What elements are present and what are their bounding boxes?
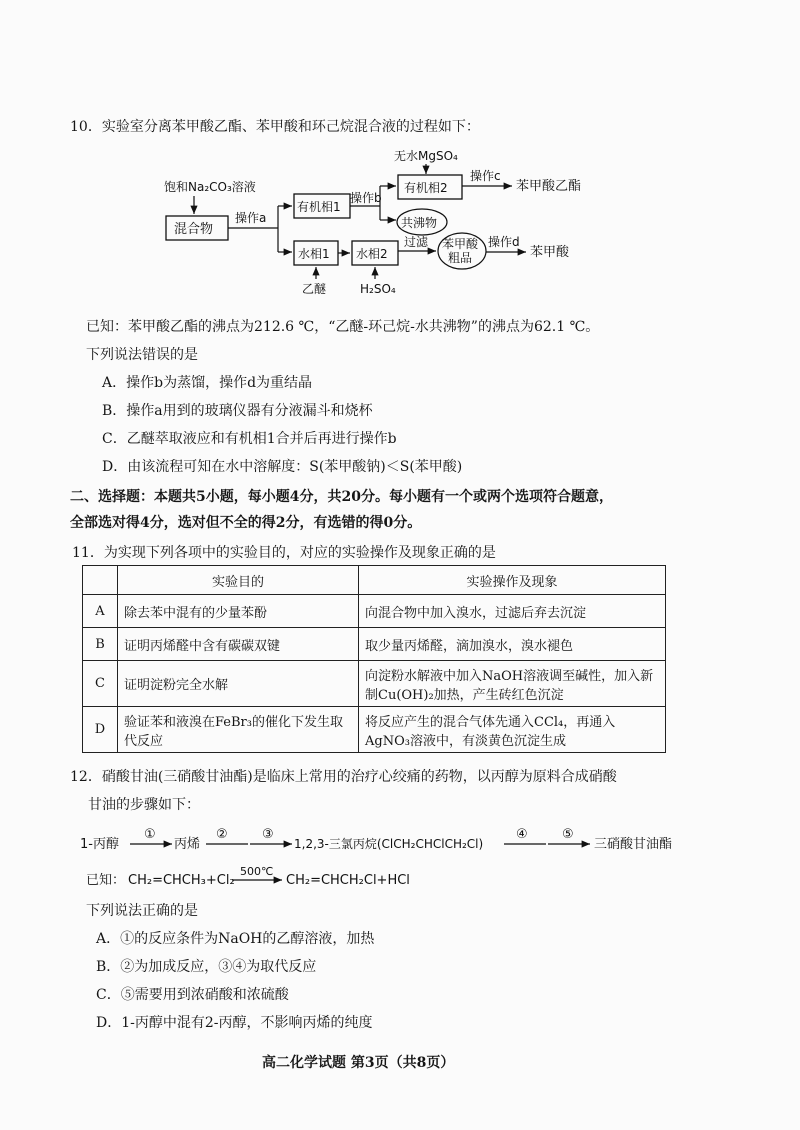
route-mid-2: 1,2,3-三氯丙烷(ClCH₂CHClCH₂Cl) <box>294 837 484 851</box>
q10-flow-diagram <box>150 148 610 298</box>
q12-option-a: A．①的反应条件为NaOH的乙醇溶液，加热 <box>96 931 375 947</box>
q10-option-d: D．由该流程可知在水中溶解度：S(苯甲酸钠)＜S(苯甲酸) <box>102 459 463 475</box>
known-condition: 500℃ <box>240 865 274 878</box>
label-organic-2: 有机相2 <box>404 181 448 195</box>
table-header-row <box>83 566 666 595</box>
route-step-3: ③ <box>262 827 274 842</box>
route-end: 三硝酸甘油酯 <box>594 837 673 852</box>
section2-line2: 全部选对得4分，选对但不全的得2分，有选错的得0分。 <box>70 515 422 531</box>
q11-table <box>82 565 666 753</box>
label-product-acid: 苯甲酸 <box>530 245 570 260</box>
reagent-na2co3: 饱和Na₂CO₃溶液 <box>164 180 256 194</box>
q12-stem-line1: 12．硝酸甘油(三硝酸甘油酯)是临床上常用的治疗心绞痛的药物，以丙醇为原料合成硝酸 <box>70 769 617 785</box>
table-row <box>83 707 666 753</box>
label-op-a: 操作a <box>235 211 267 225</box>
label-crude-2: 粗品 <box>448 251 473 265</box>
q10-option-a: A．操作b为蒸馏，操作d为重结晶 <box>102 375 313 391</box>
row-label: D <box>83 707 118 753</box>
label-organic-1: 有机相1 <box>297 200 341 214</box>
route-step-5: ⑤ <box>562 827 574 842</box>
label-op-d: 操作d <box>488 235 520 249</box>
label-aqueous-1: 水相1 <box>298 247 330 261</box>
label-aqueous-2: 水相2 <box>356 247 388 261</box>
q12-stem-line2: 甘油的步骤如下： <box>88 797 200 813</box>
reagent-ether: 乙醚 <box>302 282 327 296</box>
q10-option-c: C．乙醚萃取液应和有机相1合并后再进行操作b <box>102 431 397 447</box>
route-mid-1: 丙烯 <box>174 837 201 852</box>
known-left: CH₂=CHCH₃+Cl₂ <box>128 873 235 888</box>
label-azeotrope: 共沸物 <box>401 216 438 230</box>
table-row <box>83 661 666 707</box>
row-label: A <box>83 595 118 628</box>
q10-prompt: 下列说法错误的是 <box>86 347 198 363</box>
label-op-c: 操作c <box>470 169 501 183</box>
route-start: 1-丙醇 <box>80 837 119 852</box>
route-step-2: ② <box>216 827 228 842</box>
row-op: 向混合物中加入溴水，过滤后弃去沉淀 <box>359 595 666 628</box>
known-prefix: 已知： <box>86 873 126 888</box>
row-label: C <box>83 661 118 707</box>
table-header-op: 实验操作及现象 <box>359 566 666 595</box>
q12-option-b: B．②为加成反应，③④为取代反应 <box>96 959 317 975</box>
row-op: 将反应产生的混合气体先通入CCl₄，再通入AgNO₃溶液中，有淡黄色沉淀生成 <box>359 707 666 753</box>
q10-stem: 10．实验室分离苯甲酸乙酯、苯甲酸和环己烷混合液的过程如下： <box>70 119 480 135</box>
table-header-blank <box>83 566 118 595</box>
section2-line1: 二、选择题：本题共5小题，每小题4分，共20分。每小题有一个或两个选项符合题意， <box>70 489 613 505</box>
label-filtration: 过滤 <box>404 235 429 249</box>
reagent-mgso4: 无水MgSO₄ <box>394 149 458 163</box>
row-label: B <box>83 628 118 661</box>
row-aim: 验证苯和液溴在FeBr₃的催化下发生取代反应 <box>118 707 359 753</box>
q10-option-b: B．操作a用到的玻璃仪器有分液漏斗和烧杯 <box>102 403 373 419</box>
q10-known: 已知：苯甲酸乙酯的沸点为212.6 ℃，“乙醚-环己烷-水共沸物”的沸点为62.1 ℃。 <box>86 319 600 335</box>
q12-synthesis-route <box>80 826 720 860</box>
q11-stem: 11．为实现下列各项中的实验目的，对应的实验操作及现象正确的是 <box>72 545 496 561</box>
label-crude-1: 苯甲酸 <box>442 237 479 251</box>
row-aim: 证明丙烯醛中含有碳碳双键 <box>118 628 359 661</box>
route-step-4: ④ <box>516 827 528 842</box>
page-footer: 高二化学试题 第3页（共8页） <box>262 1055 455 1071</box>
q12-known-equation <box>86 864 486 892</box>
table-row <box>83 628 666 661</box>
label-product-ester: 苯甲酸乙酯 <box>516 179 582 194</box>
row-aim: 证明淀粉完全水解 <box>118 661 359 707</box>
table-row <box>83 595 666 628</box>
label-mixture: 混合物 <box>174 222 214 237</box>
row-aim: 除去苯中混有的少量苯酚 <box>118 595 359 628</box>
q12-option-c: C．⑤需要用到浓硝酸和浓硫酸 <box>96 987 289 1003</box>
route-step-1: ① <box>144 827 156 842</box>
q12-option-d: D．1-丙醇中混有2-丙醇，不影响丙烯的纯度 <box>96 1015 373 1031</box>
row-op: 向淀粉水解液中加入NaOH溶液调至碱性，加入新制Cu(OH)₂加热，产生砖红色沉淀 <box>359 661 666 707</box>
label-op-b: 操作b <box>350 191 382 205</box>
row-op: 取少量丙烯醛，滴加溴水，溴水褪色 <box>359 628 666 661</box>
reagent-h2so4: H₂SO₄ <box>360 282 396 296</box>
known-right: CH₂=CHCH₂Cl+HCl <box>286 873 410 888</box>
q12-prompt: 下列说法正确的是 <box>86 903 198 919</box>
table-header-aim: 实验目的 <box>118 566 359 595</box>
